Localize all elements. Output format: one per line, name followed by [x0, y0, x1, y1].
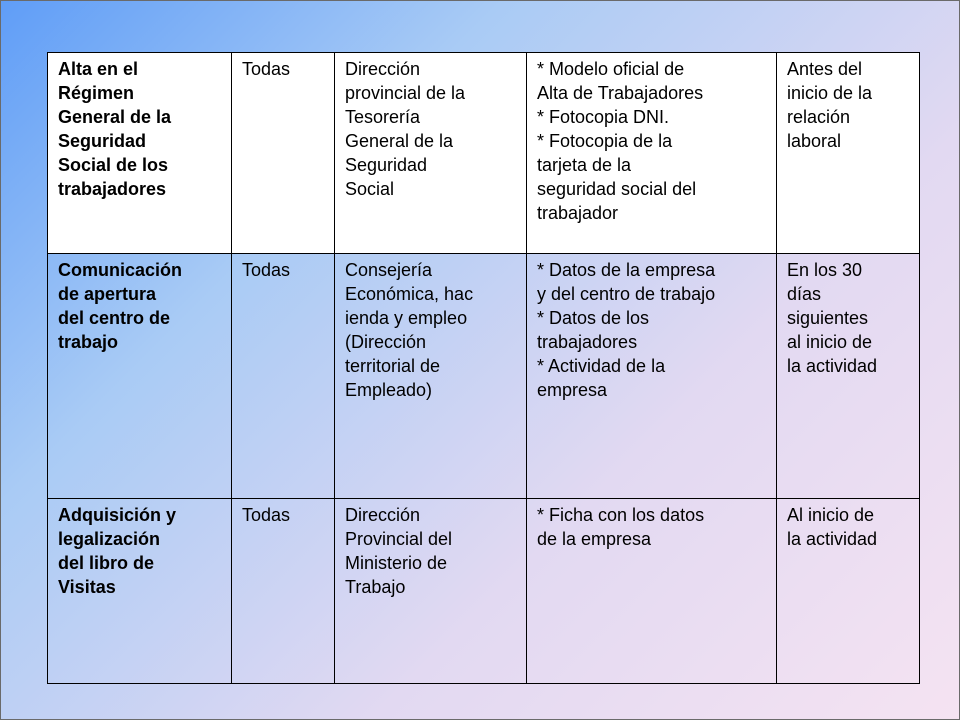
documents-cell: * Modelo oficial de Alta de Trabajadores * Fotocopia DNI. * Fotocopia de la tarjeta de la seguridad social del trabajador [527, 53, 777, 254]
table-row [48, 254, 920, 499]
scope-cell: Todas [232, 254, 335, 499]
authority-cell: Consejería Económica, hac ienda y empleo (Dirección territorial de Empleado) [335, 254, 527, 499]
deadline-cell: Al inicio de la actividad [777, 499, 920, 684]
procedure-cell: Adquisición y legalización del libro de Visitas [48, 499, 232, 684]
procedure-cell: Alta en el Régimen General de la Seguridad Social de los trabajadores [48, 53, 232, 254]
table-row [48, 53, 920, 254]
table-row [48, 499, 920, 684]
deadline-cell: Antes del inicio de la relación laboral [777, 53, 920, 254]
procedure-cell: Comunicación de apertura del centro de trabajo [48, 254, 232, 499]
documents-cell: * Datos de la empresa y del centro de trabajo * Datos de los trabajadores * Actividad de la empresa [527, 254, 777, 499]
documents-cell: * Ficha con los datos de la empresa [527, 499, 777, 684]
procedures-table [47, 52, 920, 684]
scope-cell: Todas [232, 499, 335, 684]
deadline-cell: En los 30 días siguientes al inicio de la actividad [777, 254, 920, 499]
authority-cell: Dirección Provincial del Ministerio de Trabajo [335, 499, 527, 684]
scope-cell: Todas [232, 53, 335, 254]
authority-cell: Dirección provincial de la Tesorería General de la Seguridad Social [335, 53, 527, 254]
